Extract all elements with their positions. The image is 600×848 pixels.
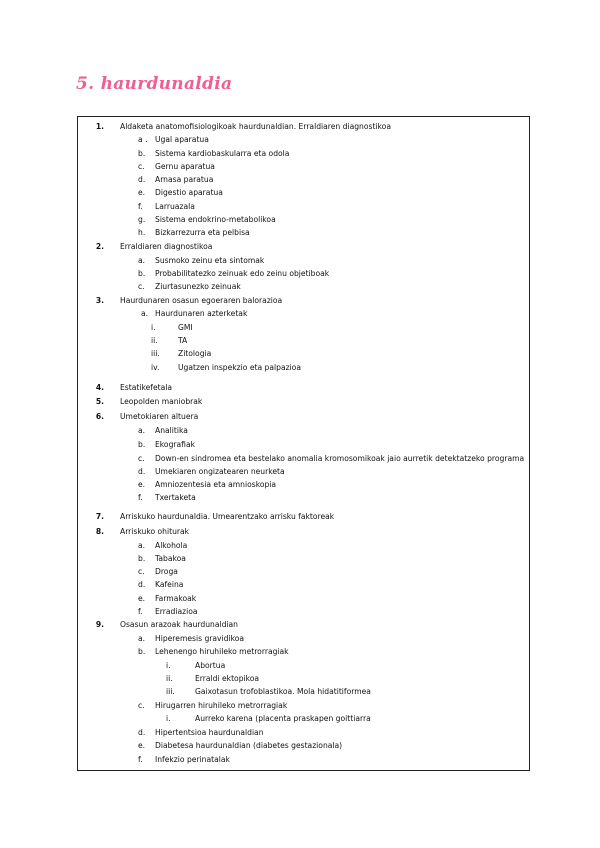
outline-item-marker: a.: [141, 309, 149, 318]
outline-item-text: Hirugarren hiruhileko metrorragiak: [155, 701, 288, 710]
outline-item-marker: d.: [138, 728, 146, 737]
outline-item-marker: a.: [138, 256, 146, 265]
outline-item-marker: b.: [138, 647, 146, 656]
outline-item-marker: iv.: [151, 363, 160, 372]
outline-item-text: Sistema kardiobaskularra eta odola: [155, 149, 290, 158]
outline-item-text: Probabilitatezko zeinuak edo zeinu objetiboak: [155, 269, 330, 278]
outline-item-marker: e.: [138, 480, 146, 489]
outline-item-marker: f.: [138, 493, 143, 502]
outline-item-text: Amniozentesia eta amnioskopia: [155, 480, 277, 489]
outline-item-marker: b.: [138, 554, 146, 563]
outline-item-text: Tabakoa: [155, 554, 186, 563]
outline-item-text: Digestio aparatua: [155, 188, 223, 197]
outline-item-text: TA: [178, 336, 188, 345]
outline-item-text: Alkohola: [155, 541, 188, 550]
outline-item-text: Farmakoak: [155, 594, 197, 603]
outline-item-text: Erraldi ektopikoa: [195, 674, 260, 683]
outline-item-marker: c.: [138, 567, 145, 576]
outline-item-text: Infekzio perinatalak: [155, 755, 230, 764]
outline-item-marker: 9.: [95, 620, 104, 629]
outline-item-text: Gaixotasun trofoblastikoa. Mola hidatitiformea: [195, 687, 371, 696]
outline-item-marker: d.: [138, 467, 146, 476]
outline-item-marker: 6.: [95, 412, 104, 421]
outline-item-marker: h.: [138, 228, 146, 237]
outline-item-marker: ii.: [166, 674, 173, 683]
outline-item-marker: b.: [138, 440, 146, 449]
outline-item-marker: c.: [138, 282, 145, 291]
outline-item-marker: 4.: [95, 383, 104, 392]
outline-item-text: Estatikefetala: [120, 383, 173, 392]
outline-item-text: Arnasa paratua: [155, 175, 214, 184]
outline-item-text: Umekiaren ongizatearen neurketa: [155, 467, 285, 476]
outline-item-marker: c.: [138, 454, 145, 463]
outline-item-marker: b.: [138, 269, 146, 278]
outline-item-text: Arriskuko haurdunaldia. Umearentzako arrisku faktoreak: [120, 512, 335, 521]
outline-item-marker: i.: [166, 661, 171, 670]
outline-item-marker: 8.: [95, 527, 104, 536]
outline-item-marker: a.: [138, 541, 146, 550]
outline-item-text: Ekografiak: [155, 440, 196, 449]
outline-item-marker: b.: [138, 149, 146, 158]
outline-item-text: Haurdunaren osasun egoeraren balorazioa: [120, 296, 283, 305]
outline-item-text: Umetokiaren altuera: [120, 412, 199, 421]
outline-item-marker: 5.: [95, 397, 104, 406]
outline-item-marker: d.: [138, 580, 146, 589]
outline-item-text: Osasun arazoak haurdunaldian: [120, 620, 238, 629]
outline-item-marker: iii.: [151, 349, 160, 358]
outline-item-text: Kafeina: [155, 580, 184, 589]
outline-item-text: Aurreko karena (placenta praskapen goittiarra: [195, 714, 371, 723]
outline-item-text: Erraldiaren diagnostikoa: [120, 242, 213, 251]
outline-item-marker: 3.: [95, 296, 104, 305]
outline-item-text: Ugatzen inspekzio eta palpazioa: [178, 363, 301, 372]
outline-item-text: Txertaketa: [155, 493, 196, 502]
outline-item-marker: e.: [138, 594, 146, 603]
outline-item-text: GMI: [178, 323, 193, 332]
outline-item-text: Leopolden maniobrak: [120, 397, 203, 406]
outline-item-text: Bizkarrezurra eta pelbisa: [155, 228, 250, 237]
outline-item-marker: c.: [138, 701, 145, 710]
page-title: 5. haurdunaldia: [76, 74, 233, 94]
outline-item-text: Gernu aparatua: [155, 162, 215, 171]
outline-item-marker: e.: [138, 188, 146, 197]
outline-item-text: Droga: [155, 567, 178, 576]
outline-item-marker: i.: [151, 323, 156, 332]
outline-item-marker: f.: [138, 607, 143, 616]
outline-item-marker: a .: [138, 135, 148, 144]
outline-item-text: Larruazala: [155, 202, 195, 211]
outline-item-text: Lehenengo hiruhileko metrorragiak: [155, 647, 289, 656]
outline-item-text: Ziurtasunezko zeinuak: [155, 282, 241, 291]
outline-item-text: Ugal aparatua: [155, 135, 209, 144]
outline-item-text: Haurdunaren azterketak: [155, 309, 248, 318]
outline-item-text: Erradiazioa: [155, 607, 198, 616]
outline-item-text: Hipertentsioa haurdunaldian: [155, 728, 264, 737]
outline-item-marker: e.: [138, 741, 146, 750]
outline-item-marker: f.: [138, 755, 143, 764]
outline-item-text: Susmoko zeinu eta sintomak: [155, 256, 265, 265]
outline-item-marker: c.: [138, 162, 145, 171]
outline-item-marker: i.: [166, 714, 171, 723]
outline-item-text: Hiperemesis gravidikoa: [155, 634, 245, 643]
outline-item-marker: f.: [138, 202, 143, 211]
outline-item-text: Zitologia: [178, 349, 212, 358]
outline-item-marker: d.: [138, 175, 146, 184]
outline-item-text: Aldaketa anatomofisiologikoak haurdunaldian. Erraldiaren diagnostikoa: [120, 122, 391, 131]
outline-item-text: Abortua: [195, 661, 226, 670]
outline-item-text: Analitika: [155, 426, 188, 435]
outline-item-marker: ii.: [151, 336, 158, 345]
outline-item-marker: g.: [138, 215, 146, 224]
outline-item-text: Sistema endokrino-metabolikoa: [155, 215, 276, 224]
outline-item-marker: 7.: [95, 512, 104, 521]
outline-item-marker: iii.: [166, 687, 175, 696]
outline-item-text: Arriskuko ohiturak: [120, 527, 190, 536]
outline-item-marker: 1.: [95, 122, 104, 131]
outline-item-marker: a.: [138, 634, 146, 643]
outline-item-marker: a.: [138, 426, 146, 435]
outline-item-marker: 2.: [95, 242, 104, 251]
outline-item-text: Diabetesa haurdunaldian (diabetes gestazionala): [155, 741, 343, 750]
outline-item-text: Down-en sindromea eta bestelako anomalia kromosomikoak jaio aurretik detektatzeko programa: [155, 454, 525, 463]
